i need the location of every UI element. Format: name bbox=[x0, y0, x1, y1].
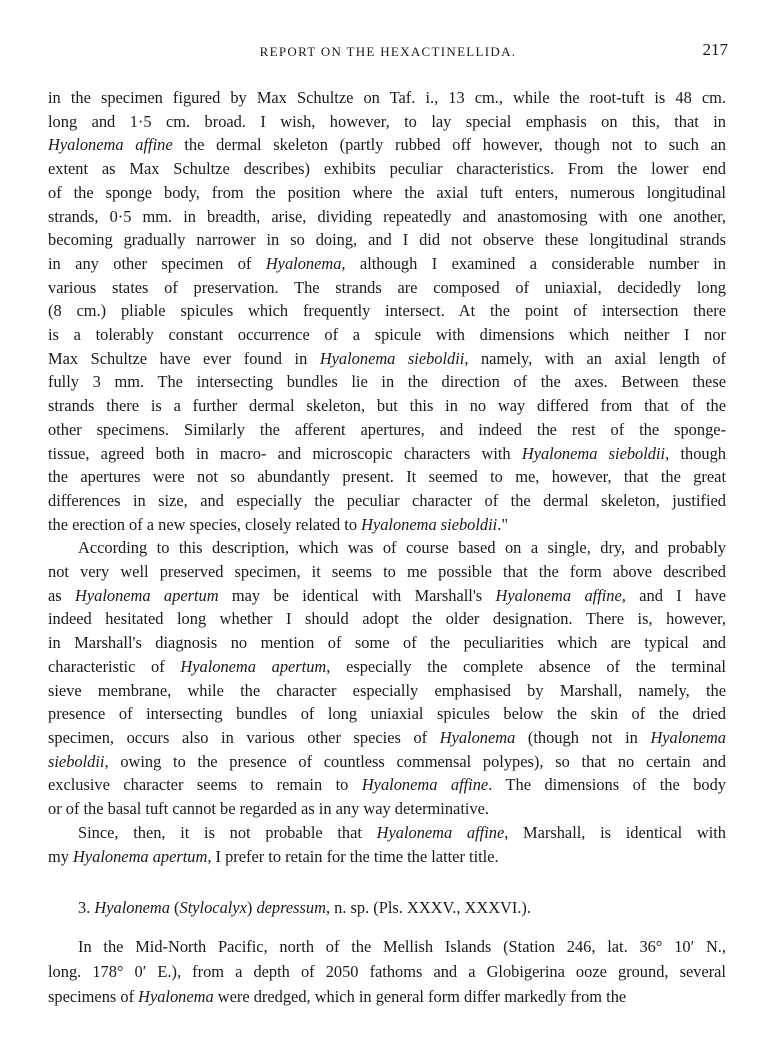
italic-term: Hyalonema affine bbox=[48, 135, 173, 155]
text-line bbox=[48, 133, 726, 157]
text-run: According to this description, which was of course based on a single, dry, and probably bbox=[78, 538, 726, 558]
text-line bbox=[48, 347, 726, 371]
paragraph-4 bbox=[48, 934, 726, 1009]
text-run: specimens of bbox=[48, 987, 139, 1006]
text-run: the dermal skeleton (partly rubbed off however, though not to such an bbox=[172, 135, 726, 155]
text-line bbox=[48, 276, 726, 300]
text-run: , I prefer to retain for the time the latter title. bbox=[207, 846, 499, 866]
italic-term: Hyalonema affine bbox=[495, 585, 622, 605]
text-line bbox=[48, 110, 726, 134]
text-line bbox=[48, 560, 726, 584]
page-header bbox=[48, 38, 728, 62]
text-run: , although I examined a considerable number in bbox=[341, 253, 726, 273]
text-line bbox=[48, 797, 726, 821]
text-run: in the specimen figured by Max Schultze on Taf. i., 13 cm., while the root-tuft is 48 cm. bbox=[48, 88, 726, 107]
italic-term: Hyalonema affine bbox=[376, 822, 505, 842]
text-line bbox=[48, 299, 726, 323]
text-run: . The dimensions of the body bbox=[488, 775, 727, 795]
text-run: becoming gradually narrower in so doing, and I did not observe these longitudinal strands bbox=[48, 230, 726, 250]
italic-term: Hyalonema apertum bbox=[73, 846, 208, 866]
text-line bbox=[48, 845, 726, 869]
page-number: 217 bbox=[702, 40, 728, 59]
text-run: , Marshall, is identical with bbox=[504, 822, 726, 842]
text-run: strands, 0·5 mm. in breadth, arise, dividing repeatedly and anastomosing with one another, bbox=[48, 206, 726, 226]
text-run: tissue, agreed both in macro- and microscopic characters with bbox=[48, 443, 522, 463]
text-line bbox=[48, 726, 726, 750]
text-line bbox=[48, 821, 726, 845]
text-run: differences in size, and especially the peculiar character of the dermal skeleton, justified bbox=[48, 490, 726, 510]
paragraph-1 bbox=[48, 86, 726, 536]
text-run: is a tolerably constant occurrence of a spicule with dimensions which neither I nor bbox=[48, 325, 726, 345]
text-line bbox=[48, 679, 726, 703]
text-line bbox=[48, 86, 726, 110]
text-run: characteristic of bbox=[48, 656, 181, 676]
text-line bbox=[48, 513, 726, 537]
text-line bbox=[48, 702, 726, 726]
text-line bbox=[48, 631, 726, 655]
italic-term: Stylocalyx bbox=[179, 898, 247, 917]
text-run: my bbox=[48, 846, 74, 866]
text-line bbox=[48, 418, 726, 442]
text-run: the apertures were not so abundantly present. It seemed to me, however, that the great bbox=[48, 467, 726, 487]
text-run: in Marshall's diagnosis no mention of some of the peculiarities which are typical and bbox=[48, 633, 726, 653]
text-run: sieve membrane, while the character especially emphasised by Marshall, namely, the bbox=[48, 680, 726, 700]
italic-term: depressum bbox=[256, 898, 326, 917]
text-run: indeed hesitated long whether I should adopt the older designation. There is, however, bbox=[48, 609, 726, 629]
italic-term: Hyalonema bbox=[94, 898, 170, 917]
text-run: , though bbox=[665, 443, 726, 463]
text-line bbox=[48, 442, 726, 466]
text-run: In the Mid-North Pacific, north of the Mellish Islands (Station 246, lat. 36° 10′ N., bbox=[78, 937, 726, 956]
text-run: ) bbox=[246, 898, 257, 917]
italic-term: Hyalonema sieboldii bbox=[361, 514, 498, 534]
text-run: various states of preservation. The strands are composed of uniaxial, decidedly long bbox=[48, 277, 726, 297]
text-run: strands there is a further dermal skeleton, but this in no way differed from that of the bbox=[48, 396, 726, 416]
italic-term: Hyalonema bbox=[650, 727, 726, 747]
running-head: REPORT ON THE HEXACTINELLIDA. bbox=[259, 44, 517, 59]
text-line bbox=[48, 984, 726, 1009]
text-line bbox=[48, 465, 726, 489]
text-run: , especially the complete absence of the terminal bbox=[326, 656, 726, 676]
text-run: (though not in bbox=[515, 727, 651, 747]
text-run: extent as Max Schultze describes) exhibits peculiar characteristics. From the lower end bbox=[48, 159, 726, 179]
text-line bbox=[48, 252, 726, 276]
text-run: Max Schultze have ever found in bbox=[48, 348, 320, 368]
text-line bbox=[48, 394, 726, 418]
text-line bbox=[48, 773, 726, 797]
text-line bbox=[48, 750, 726, 774]
text-run: presence of intersecting bundles of long uniaxial spicules below the skin of the dried bbox=[48, 704, 726, 724]
text-line bbox=[48, 959, 726, 984]
text-run: in any other specimen of bbox=[48, 253, 266, 273]
text-run: as bbox=[48, 585, 76, 605]
text-run: specimen, occurs also in various other species of bbox=[48, 727, 440, 747]
text-line bbox=[48, 181, 726, 205]
italic-term: Hyalonema apertum bbox=[180, 656, 327, 676]
text-run: , n. sp. (Pls. XXXV., XXXVI.). bbox=[325, 898, 531, 917]
italic-term: Hyalonema sieboldii bbox=[521, 443, 666, 463]
text-line bbox=[48, 489, 726, 513]
text-line bbox=[48, 370, 726, 394]
text-run: 3. bbox=[78, 898, 95, 917]
text-line bbox=[48, 157, 726, 181]
text-run: ." bbox=[497, 514, 509, 534]
text-run: may be identical with Marshall's bbox=[218, 585, 496, 605]
text-line bbox=[48, 584, 726, 608]
text-line bbox=[48, 205, 726, 229]
text-line bbox=[48, 607, 726, 631]
text-run: or of the basal tuft cannot be regarded as in any way determinative. bbox=[48, 799, 490, 819]
text-run: (8 cm.) pliable spicules which frequently intersect. At the point of intersection there bbox=[48, 301, 726, 321]
text-run: ( bbox=[169, 898, 180, 917]
body-text bbox=[48, 86, 726, 868]
text-run: , namely, with an axial length of bbox=[464, 348, 727, 368]
italic-term: sieboldii bbox=[48, 751, 105, 771]
section-heading bbox=[78, 896, 718, 920]
text-run: long. 178° 0′ E.), from a depth of 2050 fathoms and a Globigerina ooze ground, several bbox=[48, 962, 726, 981]
text-run: fully 3 mm. The intersecting bundles lie in the direction of the axes. Between these bbox=[48, 372, 726, 392]
paragraph-3 bbox=[48, 821, 726, 868]
text-run: not very well preserved specimen, it seems to me possible that the form above described bbox=[48, 562, 726, 582]
text-run: of the sponge body, from the position where the axial tuft enters, numerous longitudinal bbox=[48, 182, 726, 202]
text-run: exclusive character seems to remain to bbox=[48, 775, 362, 795]
italic-term: Hyalonema bbox=[439, 727, 516, 747]
text-run: long and 1·5 cm. broad. I wish, however, to lay special emphasis on this, that in bbox=[48, 111, 726, 131]
text-run: , owing to the presence of countless commensal polypes), so that no certain and bbox=[104, 751, 726, 771]
text-line bbox=[48, 655, 726, 679]
paragraph-2 bbox=[48, 536, 726, 820]
text-line bbox=[48, 228, 726, 252]
body-text-2 bbox=[48, 934, 726, 1009]
text-line bbox=[48, 934, 726, 959]
text-run: the erection of a new species, closely related to bbox=[48, 514, 362, 534]
text-run: Since, then, it is not probable that bbox=[78, 822, 377, 842]
italic-term: Hyalonema affine bbox=[361, 775, 489, 795]
text-run: were dredged, which in general form differ markedly from the bbox=[213, 987, 627, 1006]
text-line bbox=[48, 323, 726, 347]
italic-term: Hyalonema sieboldii bbox=[319, 348, 465, 368]
italic-term: Hyalonema bbox=[138, 987, 214, 1006]
text-run: , and I have bbox=[621, 585, 726, 605]
text-line bbox=[48, 536, 726, 560]
italic-term: Hyalonema bbox=[265, 253, 342, 273]
text-run: other specimens. Similarly the afferent apertures, and indeed the rest of the sponge- bbox=[48, 419, 726, 439]
italic-term: Hyalonema apertum bbox=[75, 585, 219, 605]
